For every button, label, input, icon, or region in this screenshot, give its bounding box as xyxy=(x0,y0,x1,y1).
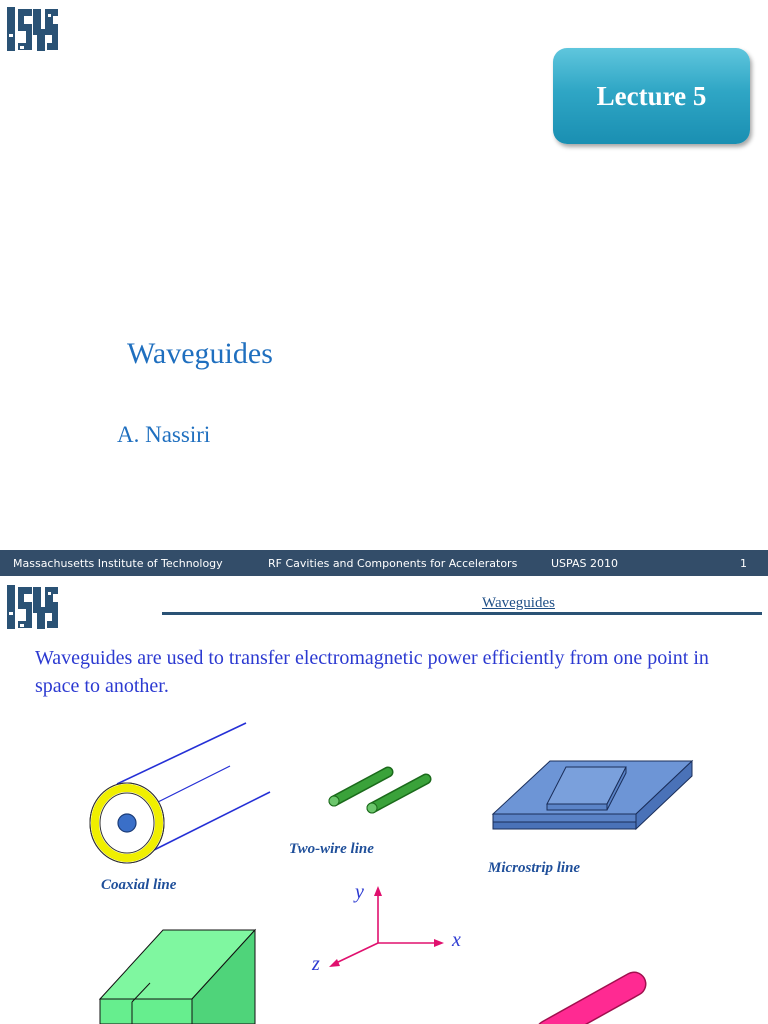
two-wire-line-icon xyxy=(329,772,426,813)
content-slide xyxy=(0,576,768,1024)
coordinate-axes-icon xyxy=(329,886,444,967)
page-number: 1 xyxy=(740,557,747,570)
uspas-logo-icon xyxy=(6,4,58,54)
z-axis-label: z xyxy=(312,953,320,975)
lecture-badge: Lecture 5 xyxy=(553,48,750,144)
slide-title: Waveguides xyxy=(127,337,273,370)
coaxial-label: Coaxial line xyxy=(101,877,177,893)
microstrip-label: Microstrip line xyxy=(488,860,581,876)
two-wire-label: Two-wire line xyxy=(289,841,374,857)
waveguide-diagram xyxy=(0,576,768,1024)
author-name: A. Nassiri xyxy=(117,422,211,447)
footer-bar xyxy=(0,550,768,576)
footer-course: RF Cavities and Components for Accelerators xyxy=(268,557,518,570)
rectangular-waveguide-icon xyxy=(100,930,255,1024)
microstrip-line-icon xyxy=(493,761,692,829)
x-axis-label: x xyxy=(452,929,461,951)
footer-event: USPAS 2010 xyxy=(551,557,618,570)
footer-institution: Massachusetts Institute of Technology xyxy=(13,557,223,570)
y-axis-label: y xyxy=(355,881,364,903)
circular-waveguide-icon xyxy=(548,984,634,1024)
body-text: Waveguides are used to transfer electromagnetic power efficiently from one point in space to another. xyxy=(35,647,709,697)
coaxial-line-icon xyxy=(90,723,270,863)
slide-header-title: Waveguides xyxy=(482,595,555,611)
